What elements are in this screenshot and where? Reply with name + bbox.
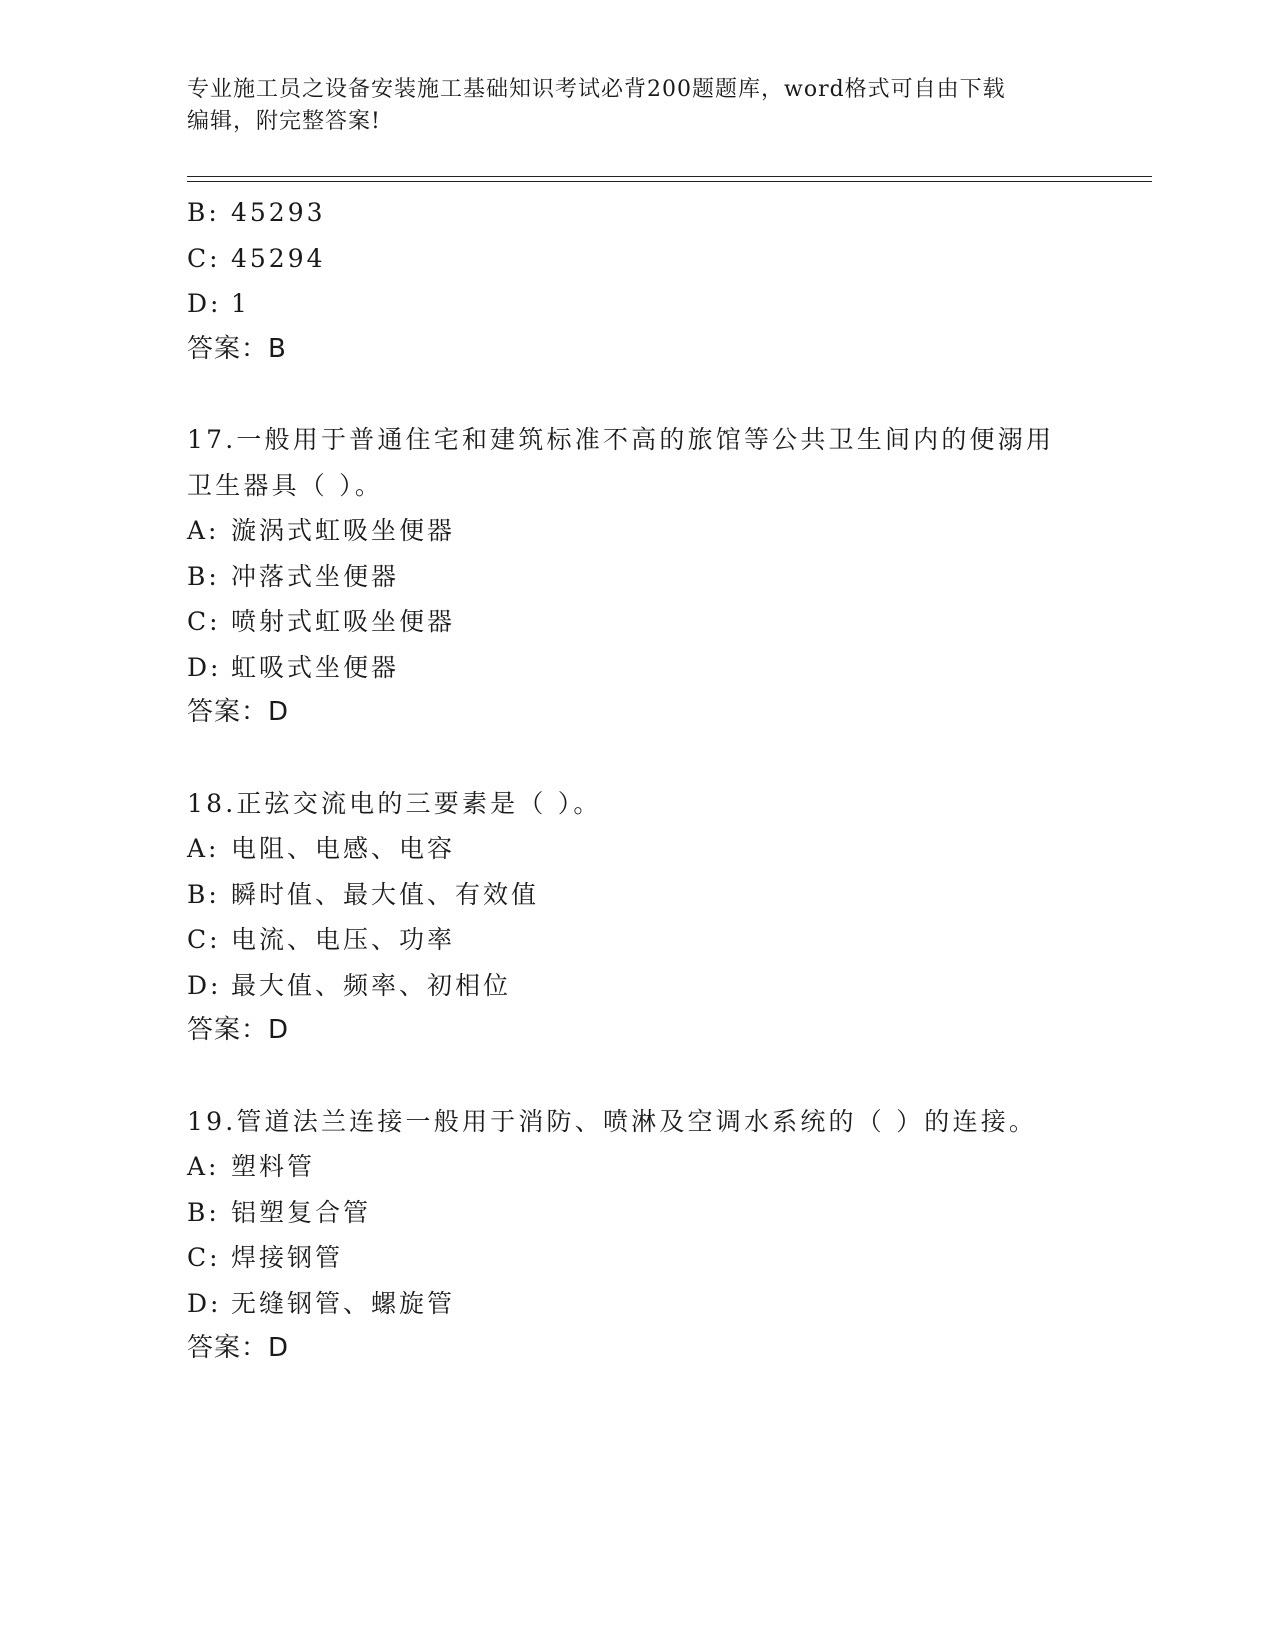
option-c [187,599,1117,645]
header-title-line-2: 编辑，附完整答案! [187,109,381,134]
option-text: 焊接钢管 [231,1243,344,1272]
option-prefix: B: [187,198,220,227]
option-text: 1 [231,289,250,318]
question-19 [187,1099,1117,1372]
option-prefix: C: [187,607,221,636]
option-c [187,1235,1117,1281]
option-a [187,1144,1117,1190]
option-text: 瞬时值、最大值、有效值 [231,879,540,909]
option-text: 45294 [231,243,326,273]
option-prefix: A: [187,834,220,863]
option-b [187,554,1117,600]
option-prefix: B: [187,561,220,591]
option-d [187,281,1117,327]
option-prefix: B: [187,879,220,909]
option-prefix: C: [187,1243,221,1272]
question-stem-line: 17.一般用于普通住宅和建筑标准不高的旅馆等公共卫生间内的便溺用 [187,425,1055,454]
option-text: 最大值、频率、初相位 [231,970,512,1000]
option-text: 喷射式虹吸坐便器 [231,607,456,636]
option-prefix: D: [187,970,222,1000]
option-prefix: D: [187,1288,222,1318]
option-prefix: A: [187,516,220,545]
answer-line: 答案：D [187,1333,290,1363]
question-18 [187,781,1117,1054]
option-prefix: D: [187,652,222,682]
option-prefix: C: [187,925,221,954]
header-title-line-1: 专业施工员之设备安装施工基础知识考试必背200题题库，word格式可自由下载 [187,77,1006,102]
option-text: 无缝钢管、螺旋管 [231,1288,456,1318]
answer-line: 答案：D [187,1015,290,1045]
header-divider-bottom [187,181,1152,182]
question-list [187,190,1117,1372]
option-text: 漩涡式虹吸坐便器 [231,516,456,545]
answer-line: 答案：D [187,697,290,727]
option-prefix: C: [187,243,221,273]
option-b [187,190,1117,236]
option-c [187,236,1117,282]
option-text: 电流、电压、功率 [231,925,456,954]
answer-line: 答案：B [187,333,287,364]
option-b [187,1190,1117,1236]
option-prefix: D: [187,289,222,318]
option-d [187,963,1117,1009]
option-prefix: A: [187,1152,220,1181]
option-text: 铝塑复合管 [231,1197,372,1227]
option-text: 冲落式坐便器 [231,561,400,591]
option-c [187,917,1117,963]
continued-question [187,190,1117,372]
option-text: 45293 [231,198,326,227]
option-prefix: B: [187,1197,220,1227]
option-d [187,645,1117,691]
question-stem-line: 18.正弦交流电的三要素是（ ）。 [187,788,602,818]
option-text: 塑料管 [231,1152,316,1181]
option-text: 电阻、电感、电容 [231,834,456,863]
question-stem-line: 卫生器具（ ）。 [187,470,384,500]
option-a [187,508,1117,554]
question-stem-line: 19.管道法兰连接一般用于消防、喷淋及空调水系统的（ ）的连接。 [187,1106,1038,1136]
header-divider-top [187,176,1152,177]
document-header [187,74,1087,138]
option-b [187,872,1117,918]
option-d [187,1281,1117,1327]
question-17 [187,417,1117,736]
option-a [187,826,1117,872]
option-text: 虹吸式坐便器 [231,652,400,682]
